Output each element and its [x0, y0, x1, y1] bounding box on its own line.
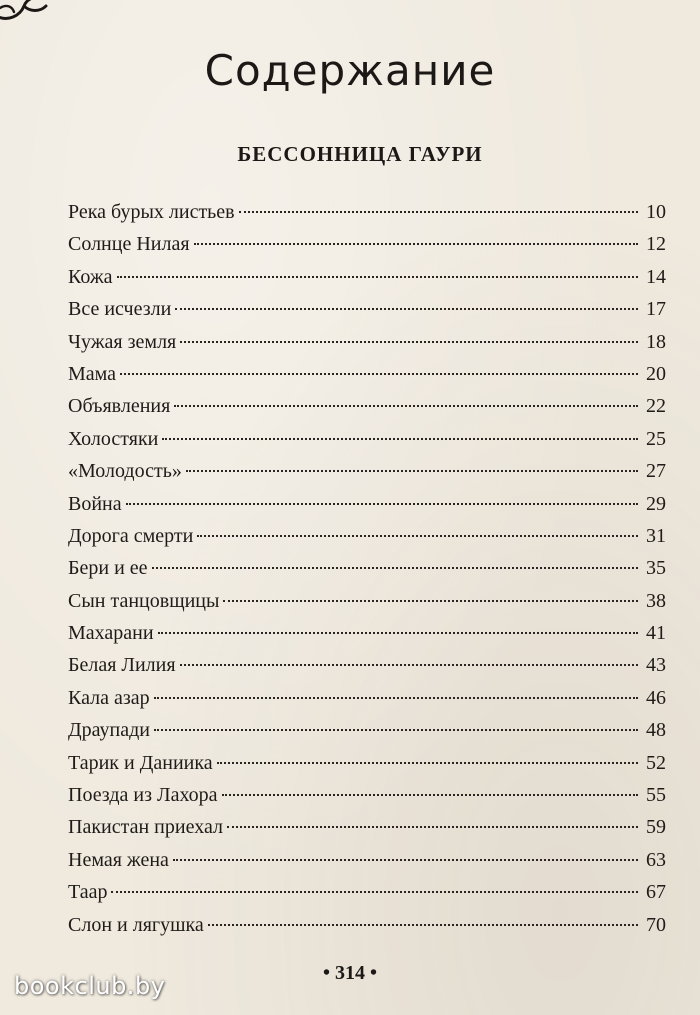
dot-leader [194, 243, 638, 245]
toc-entry-title: Мама [68, 362, 117, 385]
toc-entry[interactable] [68, 228, 666, 260]
toc-entry[interactable] [68, 261, 666, 293]
toc-entry[interactable] [68, 682, 666, 714]
toc-entry-title: Тарик и Даниика [68, 751, 213, 774]
toc-entry[interactable] [68, 779, 666, 811]
corner-ornament-icon [0, 0, 58, 26]
toc-entry-page: 20 [646, 362, 666, 385]
toc-entry-page: 10 [646, 201, 666, 223]
toc-entry-title: Объявления [68, 395, 171, 418]
toc-entry[interactable] [68, 293, 666, 325]
toc-entry-title: Слон и лягушка [68, 913, 204, 936]
toc-entry-page: 41 [646, 622, 666, 645]
section-title: БЕССОННИЦА ГАУРИ [237, 142, 483, 166]
dot-leader [117, 276, 638, 278]
watermark: bookclub.by [14, 972, 166, 1000]
dot-leader [154, 729, 638, 731]
dot-leader [175, 308, 638, 310]
toc-entry-page: 70 [646, 913, 666, 936]
toc-entry-title: Война [68, 492, 122, 515]
toc-entry-title: Все исчезли [68, 298, 172, 321]
dot-leader [217, 762, 638, 764]
toc-entry-title: Сын танцовщицы [68, 589, 220, 612]
toc-entry[interactable] [68, 196, 666, 228]
toc-entry-title: Белая Лилия [68, 654, 176, 677]
toc-entry-page: 63 [646, 848, 666, 871]
toc-entry-page: 48 [646, 719, 666, 742]
toc-entry-title: Бери и ее [68, 557, 148, 580]
dot-leader [227, 826, 638, 828]
dot-leader [158, 632, 638, 634]
toc-entry-page: 38 [646, 589, 666, 612]
toc-entry-page: 12 [646, 233, 666, 256]
table-of-contents [68, 196, 666, 941]
toc-entry-title: Холостяки [68, 427, 159, 450]
toc-entry-title: Кожа [68, 265, 113, 288]
toc-entry[interactable] [68, 811, 666, 843]
toc-entry[interactable] [68, 585, 666, 617]
toc-entry[interactable] [68, 358, 666, 390]
dot-leader [208, 924, 638, 926]
dot-leader [152, 567, 638, 569]
toc-entry-title: Поезда из Лахора [68, 784, 218, 807]
toc-entry-page: 17 [646, 298, 666, 321]
toc-entry[interactable] [68, 488, 666, 520]
toc-entry-page: 55 [646, 784, 666, 807]
toc-entry[interactable] [68, 714, 666, 746]
dot-leader [239, 211, 638, 213]
toc-entry-page: 31 [646, 524, 666, 547]
toc-entry[interactable] [68, 747, 666, 779]
toc-entry-title: Таар [68, 881, 108, 904]
toc-entry-title: Драупади [68, 719, 150, 742]
dot-leader [180, 664, 638, 666]
toc-entry-title: Чужая земля [68, 330, 177, 353]
dot-leader [154, 697, 638, 699]
toc-entry-page: 46 [646, 686, 666, 709]
toc-entry-title: Дорога смерти [68, 524, 194, 547]
toc-entry[interactable] [68, 844, 666, 876]
dot-leader [180, 341, 638, 343]
toc-entry-title: Немая жена [68, 848, 169, 871]
toc-entry[interactable] [68, 423, 666, 455]
dot-leader [197, 535, 638, 537]
toc-entry[interactable] [68, 520, 666, 552]
toc-entry-page: 43 [646, 654, 666, 677]
dot-leader [222, 794, 638, 796]
toc-entry-page: 27 [646, 460, 666, 483]
toc-entry[interactable] [68, 552, 666, 584]
toc-entry-page: 25 [646, 427, 666, 450]
toc-entry-title: Река бурых листьев [68, 201, 235, 223]
toc-entry[interactable] [68, 390, 666, 422]
page-number: • 314 • [322, 962, 377, 984]
dot-leader [186, 470, 638, 472]
dot-leader [173, 859, 638, 861]
toc-entry-title: Махарани [68, 622, 154, 645]
toc-entry-page: 52 [646, 751, 666, 774]
dot-leader [162, 438, 638, 440]
toc-entry-page: 14 [646, 265, 666, 288]
toc-entry-title: Солнце Нилая [68, 233, 190, 256]
toc-entry-title: Кала азар [68, 686, 150, 709]
toc-entry-page: 59 [646, 816, 666, 839]
dot-leader [174, 405, 638, 407]
dot-leader [111, 891, 638, 893]
toc-entry[interactable] [68, 909, 666, 941]
toc-entry-title: «Молодость» [68, 460, 182, 483]
toc-entry[interactable] [68, 617, 666, 649]
toc-entry[interactable] [68, 326, 666, 358]
toc-entry-page: 67 [646, 881, 666, 904]
toc-entry[interactable] [68, 455, 666, 487]
toc-entry-title: Пакистан приехал [68, 816, 223, 839]
dot-leader [126, 503, 638, 505]
toc-entry-page: 35 [646, 557, 666, 580]
page-title: Содержание [204, 46, 496, 95]
dot-leader [223, 600, 638, 602]
dot-leader [120, 373, 638, 375]
toc-entry-page: 18 [646, 330, 666, 353]
toc-entry[interactable] [68, 649, 666, 681]
toc-entry-page: 22 [646, 395, 666, 418]
toc-entry-page: 29 [646, 492, 666, 515]
toc-entry[interactable] [68, 876, 666, 908]
